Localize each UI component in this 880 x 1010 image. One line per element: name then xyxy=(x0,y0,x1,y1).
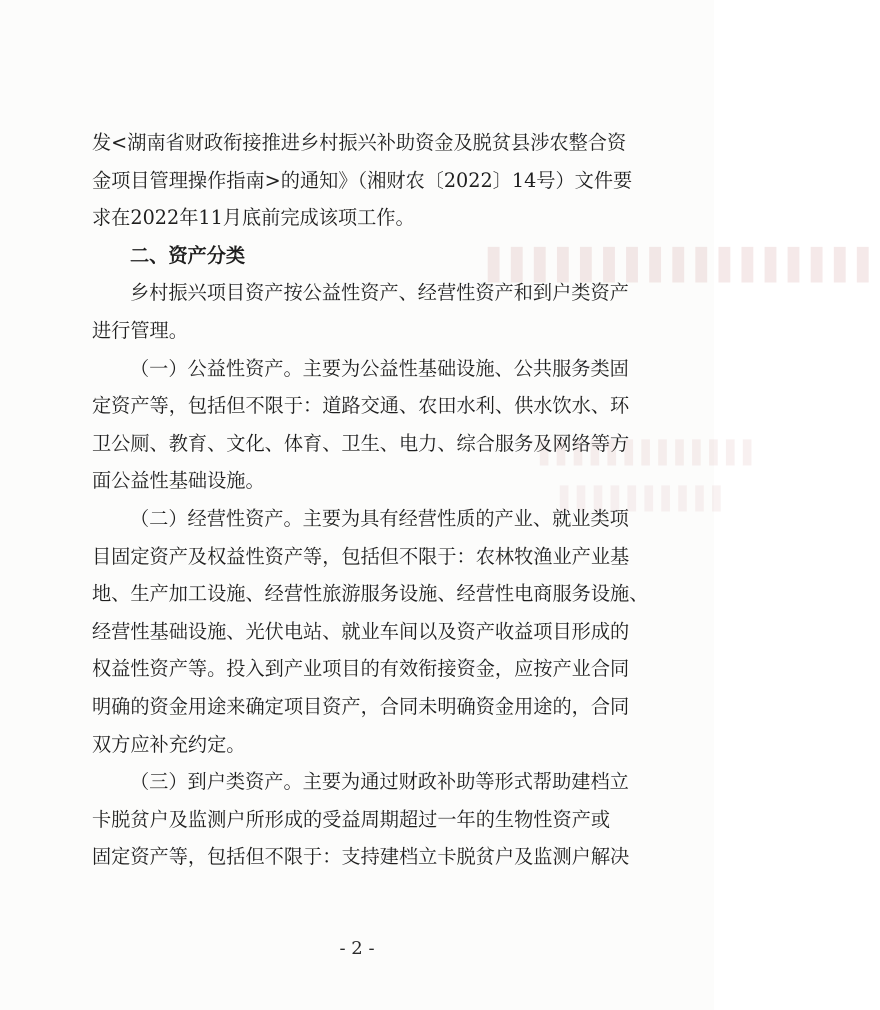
paragraph-line: 定资产等，包括但不限于：道路交通、农田水利、供水饮水、环 xyxy=(92,394,630,418)
paragraph-line: 权益性资产等。投入到产业项目的有效衔接资金，应按产业合同 xyxy=(92,657,630,681)
paragraph-line: 地、生产加工设施、经营性旅游服务设施、经营性电商服务设施、 xyxy=(92,582,649,606)
paragraph-line: 固定资产等，包括但不限于：支持建档立卡脱贫户及监测户解决 xyxy=(92,845,630,869)
show-through-text: ▌▌▌▌▌▌▌▌▌▌▌▌▌ xyxy=(540,440,760,466)
paragraph-line: （三）到户类资产。主要为通过财政补助等形式帮助建档立 xyxy=(130,770,629,794)
paragraph-line: （二）经营性资产。主要为具有经营性质的产业、就业类项 xyxy=(130,506,629,530)
paragraph-line: 目固定资产及权益性资产等，包括但不限于：农林牧渔业产业基 xyxy=(92,544,630,568)
paragraph-line: 卫公厕、教育、文化、体育、卫生、电力、综合服务及网络等方 xyxy=(92,431,630,455)
paragraph-line: 进行管理。 xyxy=(92,318,188,342)
page-number: - 2 - xyxy=(339,938,375,959)
show-through-stamp: ▌▌▌▌▌▌▌▌▌▌▌▌▌▌▌▌▌ xyxy=(488,248,880,283)
paragraph-line: 双方应补充约定。 xyxy=(92,732,246,756)
paragraph-line: 面公益性基础设施。 xyxy=(92,469,265,493)
paragraph-line: 明确的资金用途来确定项目资产，合同未明确资金用途的，合同 xyxy=(92,694,630,718)
show-through-text: ▌▌▌▌▌▌▌▌▌▌ xyxy=(560,486,730,512)
paragraph-line: 金项目管理操作指南>的通知》（湘财农〔2022〕14号）文件要 xyxy=(92,168,633,192)
body-text xyxy=(92,124,649,876)
paragraph-line: 乡村振兴项目资产按公益性资产、经营性资产和到户类资产 xyxy=(130,281,629,305)
paragraph-line: 经营性基础设施、光伏电站、就业车间以及资产收益项目形成的 xyxy=(92,619,630,643)
paragraph-line: 发<湖南省财政衔接推进乡村振兴补助资金及脱贫县涉农整合资 xyxy=(92,131,627,154)
section-heading: 二、资产分类 xyxy=(130,243,246,267)
paragraph-line: 求在2022年11月底前完成该项工作。 xyxy=(92,206,415,230)
paragraph-line: （一）公益性资产。主要为公益性基础设施、公共服务类固 xyxy=(130,356,629,380)
paragraph-line: 卡脱贫户及监测户所形成的受益周期超过一年的生物性资产或 xyxy=(92,807,611,831)
